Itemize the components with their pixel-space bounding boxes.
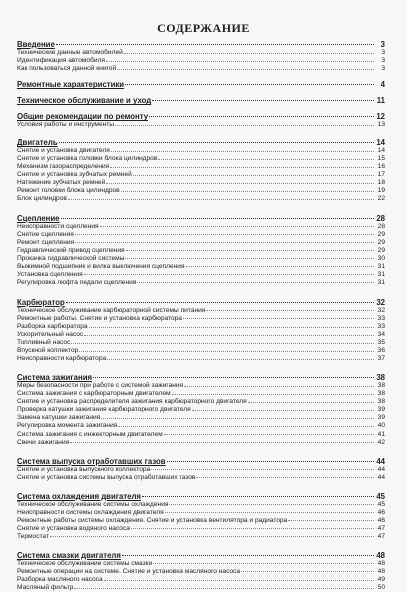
toc-entry	[17, 347, 385, 355]
toc-entry-label: Снятие и установка двигателя	[17, 147, 110, 155]
toc-entry	[17, 533, 385, 541]
toc-entry-page-number: 29	[377, 238, 385, 246]
leader-dots	[110, 167, 374, 168]
toc-entry-label: Система зажигания с инжекторным двигателем	[17, 430, 163, 438]
toc-entry-label: Масляный фильтр	[17, 584, 74, 592]
section-heading-page-number: 3	[380, 40, 385, 49]
toc-entry-page-number: 41	[377, 430, 385, 438]
section-heading-page-number: 45	[376, 491, 385, 501]
toc-entry-page-number: 47	[377, 524, 385, 532]
toc-entry-label: Техническое обслуживание карбюраторной системы питания	[17, 306, 206, 314]
toc-entry-label: Разборка карбюратора	[17, 322, 88, 330]
toc-entry-page-number: 37	[377, 355, 385, 363]
leader-dots	[61, 218, 375, 219]
toc-section	[17, 80, 385, 89]
section-heading	[17, 457, 385, 466]
leader-dots	[153, 563, 374, 564]
toc-entry-label: Снятие и установка распределителя зажигания карбюраторного двигателя	[17, 398, 247, 406]
section-heading-label: Техническое обслуживание и уход	[17, 96, 152, 106]
toc-entry	[17, 422, 385, 430]
leader-dots	[169, 504, 374, 505]
leader-dots	[131, 528, 374, 529]
section-heading-page-number: 14	[376, 138, 385, 148]
section-heading	[17, 112, 385, 121]
toc-entry-label: Ремонтные работы. Снятие и установка карбюратора	[17, 314, 182, 322]
leader-dots	[84, 335, 374, 336]
leader-dots	[70, 442, 374, 443]
toc-entry	[17, 49, 385, 57]
leader-dots	[133, 175, 374, 176]
section-heading-page-number: 11	[376, 96, 385, 106]
toc-entry-label: Разборка масляного насоса	[17, 576, 103, 584]
toc-entry-page-number: 39	[377, 406, 385, 414]
leader-dots	[100, 226, 374, 227]
section-heading-label: Введение	[17, 40, 55, 49]
leader-dots	[66, 302, 374, 303]
toc-entry	[17, 525, 385, 533]
toc-entry	[17, 431, 385, 439]
toc-entry-page-number: 46	[377, 508, 385, 516]
leader-dots	[104, 580, 374, 581]
toc-entry-page-number: 16	[377, 163, 385, 171]
section-heading-label: Двигатель	[17, 138, 58, 148]
toc-entry-label: Ремонт головки блока цилиндров	[17, 187, 120, 195]
leader-dots	[196, 477, 374, 478]
toc-entry	[17, 263, 385, 271]
toc-entry	[17, 509, 385, 517]
toc-entry-label: Технические данные автомобилей	[17, 49, 123, 56]
toc-entry-label: Ремонт сцепления	[17, 238, 75, 246]
toc-entry-page-number: 31	[377, 278, 385, 286]
section-heading	[17, 138, 385, 147]
toc-entry-page-number: 36	[377, 347, 385, 355]
toc-entry	[17, 239, 385, 247]
toc-entry	[17, 331, 385, 339]
section-heading-label: Система выпуска отработавших газов	[17, 456, 166, 466]
toc-entry	[17, 271, 385, 279]
leader-dots	[106, 61, 374, 62]
toc-entry-page-number: 28	[377, 222, 385, 230]
leader-dots	[186, 266, 374, 267]
leader-dots	[184, 386, 374, 387]
toc-entry-page-number: 35	[377, 339, 385, 347]
leader-dots	[124, 53, 374, 54]
toc-entry-label: Гидравлический привод сцепления	[17, 246, 125, 254]
section-heading	[17, 214, 385, 223]
leader-dots	[50, 536, 374, 537]
toc-entry-page-number: 3	[381, 65, 385, 73]
section-heading-page-number: 44	[376, 456, 385, 466]
leader-dots	[89, 327, 374, 328]
leader-dots	[164, 434, 374, 435]
leader-dots	[241, 571, 374, 572]
toc-entry-page-number: 31	[377, 270, 385, 278]
section-heading-label: Карбюратор	[17, 297, 65, 307]
toc-entry	[17, 339, 385, 347]
toc-entry-label: Механизм газораспределения	[17, 163, 110, 171]
leader-dots	[56, 44, 374, 45]
toc-entry-label: Снятие и установка головки блока цилиндров	[17, 155, 158, 163]
leader-dots	[75, 234, 374, 235]
leader-dots	[111, 151, 374, 152]
toc-entry-page-number: 29	[377, 246, 385, 254]
toc-entry	[17, 231, 385, 239]
leader-dots	[167, 461, 374, 462]
toc-entry-page-number: 42	[377, 438, 385, 446]
leader-dots	[149, 116, 374, 117]
toc-entry-page-number: 33	[377, 314, 385, 322]
leader-dots	[121, 191, 374, 192]
toc-entry	[17, 65, 385, 73]
leader-dots	[101, 418, 374, 419]
section-heading-page-number: 28	[376, 213, 385, 223]
leader-dots	[71, 343, 374, 344]
leader-dots	[79, 351, 374, 352]
toc-entry-page-number: 48	[377, 559, 385, 567]
toc-entry-label: Блок цилиндров	[17, 195, 67, 203]
toc-entry-page-number: 22	[377, 195, 385, 203]
leader-dots	[172, 394, 374, 395]
toc-entry	[17, 255, 385, 263]
leader-dots	[84, 274, 374, 275]
toc-entry-label: Свечи зажигания	[17, 438, 70, 446]
leader-dots	[142, 496, 374, 497]
toc-entry-label: Техническое обслуживание системы смазки	[17, 559, 153, 567]
section-heading	[17, 40, 385, 49]
toc-entry-page-number: 15	[377, 155, 385, 163]
toc-entry-label: Снятие сцепления	[17, 230, 74, 238]
leader-dots	[118, 426, 374, 427]
leader-dots	[107, 359, 374, 360]
toc-entry	[17, 187, 385, 195]
section-heading	[17, 551, 385, 560]
toc-entry-page-number: 40	[377, 422, 385, 430]
toc-entry	[17, 414, 385, 422]
leader-dots	[137, 282, 374, 283]
section-heading-page-number: 12	[376, 112, 385, 122]
toc-entry-label: Топливный насос	[17, 339, 71, 347]
section-heading-label: Ремонтные характеристики	[17, 80, 125, 90]
section-heading-label: Система охлаждения двигателя	[17, 491, 141, 501]
toc-entry-page-number: 48	[377, 567, 385, 575]
toc-entry-page-number: 3	[381, 49, 385, 56]
toc-entry	[17, 501, 385, 509]
leader-dots	[248, 402, 374, 403]
leader-dots	[126, 250, 374, 251]
toc-entry-label: Ускорительный насос	[17, 331, 84, 339]
toc-entry-label: Меры безопасности при работе с системой зажигания	[17, 382, 184, 390]
toc-entry-label: Снятие и установка зубчатых ремней	[17, 171, 132, 179]
toc-entry	[17, 560, 385, 568]
toc-entry-label: Идентификация автомобиля	[17, 57, 105, 65]
toc-section	[17, 214, 385, 287]
toc-entry	[17, 474, 385, 482]
table-of-contents	[17, 40, 385, 592]
toc-entry-page-number: 47	[377, 532, 385, 540]
toc-entry	[17, 355, 385, 363]
toc-entry-label: Установка сцепления	[17, 270, 83, 278]
leader-dots	[122, 555, 374, 556]
toc-entry-label: Система зажигания с карбюраторным двигателем	[17, 390, 171, 398]
toc-entry-page-number: 39	[377, 414, 385, 422]
toc-section	[17, 551, 385, 592]
toc-entry-label: Прокачка гидравлической системы	[17, 254, 125, 262]
section-heading-label: Система смазки двигателя	[17, 550, 121, 560]
leader-dots	[74, 588, 374, 589]
toc-entry-label: Термостат	[17, 532, 49, 540]
toc-entry	[17, 466, 385, 474]
toc-entry	[17, 57, 385, 65]
toc-section	[17, 457, 385, 482]
toc-entry	[17, 155, 385, 163]
toc-entry-page-number: 19	[377, 187, 385, 195]
section-heading-label: Сцепление	[17, 213, 60, 223]
leader-dots	[93, 377, 374, 378]
toc-entry-label: Техническое обслуживание системы охлаждения	[17, 500, 169, 508]
toc-section	[17, 373, 385, 446]
toc-entry-page-number: 46	[377, 516, 385, 524]
toc-entry-label: Снятие и установка водяного насоса	[17, 524, 130, 532]
toc-entry	[17, 247, 385, 255]
toc-entry	[17, 406, 385, 414]
toc-entry-page-number: 31	[377, 262, 385, 270]
toc-entry	[17, 279, 385, 287]
toc-entry-label: Ремонтные работы системы охлаждения. Снятие и установка вентилятора и радиатора	[17, 516, 288, 524]
section-heading	[17, 492, 385, 501]
leader-dots	[151, 469, 374, 470]
toc-entry	[17, 307, 385, 315]
leader-dots	[288, 520, 374, 521]
toc-entry-label: Неисправности сцепления	[17, 222, 99, 230]
toc-entry-label: Регулировка момента зажигания	[17, 422, 118, 430]
section-heading	[17, 373, 385, 382]
toc-entry-page-number: 18	[377, 179, 385, 187]
leader-dots	[206, 310, 374, 311]
toc-entry-label: Условия работы и инструменты	[17, 121, 115, 129]
section-heading-label: Система зажигания	[17, 373, 93, 383]
section-heading-page-number: 4	[380, 80, 385, 90]
leader-dots	[115, 125, 374, 126]
leader-dots	[183, 318, 374, 319]
toc-entry-label: Как пользоваться данной книгой	[17, 65, 117, 73]
toc-entry-page-number: 3	[381, 57, 385, 65]
toc-entry	[17, 195, 385, 203]
toc-entry-page-number: 32	[377, 306, 385, 314]
toc-entry	[17, 315, 385, 323]
toc-entry-label: Снятие и установка системы выпуска отработавших газов	[17, 473, 196, 481]
toc-entry-label: Замена катушки зажигания	[17, 414, 101, 422]
toc-entry-page-number: 38	[377, 398, 385, 406]
toc-entry	[17, 584, 385, 592]
toc-section	[17, 112, 385, 129]
toc-entry-page-number: 49	[377, 576, 385, 584]
section-heading-page-number: 48	[376, 550, 385, 560]
leader-dots	[59, 142, 374, 143]
leader-dots	[68, 199, 374, 200]
toc-entry-page-number: 29	[377, 230, 385, 238]
toc-entry	[17, 439, 385, 447]
toc-entry	[17, 568, 385, 576]
leader-dots	[125, 84, 374, 85]
toc-entry-page-number: 33	[377, 322, 385, 330]
toc-entry-page-number: 30	[377, 254, 385, 262]
toc-entry	[17, 576, 385, 584]
toc-section	[17, 96, 385, 105]
toc-entry-page-number: 38	[377, 382, 385, 390]
page-title: СОДЕРЖАНИЕ	[157, 21, 250, 35]
leader-dots	[125, 258, 374, 259]
leader-dots	[192, 410, 374, 411]
toc-section	[17, 492, 385, 541]
toc-entry-page-number: 17	[377, 171, 385, 179]
toc-entry-page-number: 13	[377, 121, 385, 129]
toc-entry-label: Выжимной подшипник и вилка выключения сцепления	[17, 262, 185, 270]
toc-entry-page-number: 44	[377, 473, 385, 481]
leader-dots	[117, 69, 374, 70]
section-heading-page-number: 32	[376, 297, 385, 307]
leader-dots	[165, 512, 374, 513]
toc-entry-label: Неисправности карбюратора	[17, 355, 107, 363]
toc-entry-label: Натяжение зубчатых ремней	[17, 179, 106, 187]
section-heading	[17, 298, 385, 307]
section-heading	[17, 96, 385, 105]
toc-section	[17, 40, 385, 73]
leader-dots	[158, 159, 374, 160]
toc-entry-page-number: 14	[377, 147, 385, 155]
toc-entry-label: Ремонтные операции на системе. Снятие и установка масляного насоса	[17, 567, 241, 575]
toc-entry-label: Снятие и установка выпускного коллектора	[17, 465, 151, 473]
section-heading-label: Общие рекомендации по ремонту	[17, 112, 149, 122]
toc-entry-page-number: 38	[377, 390, 385, 398]
leader-dots	[152, 100, 374, 101]
toc-section	[17, 138, 385, 203]
toc-section	[17, 298, 385, 363]
toc-entry-page-number: 50	[377, 584, 385, 592]
toc-entry-page-number: 45	[377, 500, 385, 508]
toc-entry-label: Регулировка люфта педали сцепления	[17, 278, 137, 286]
toc-entry	[17, 517, 385, 525]
toc-entry-page-number: 34	[377, 331, 385, 339]
toc-entry	[17, 323, 385, 331]
leader-dots	[106, 183, 374, 184]
toc-entry-label: Впускной коллектор	[17, 347, 79, 355]
leader-dots	[75, 242, 374, 243]
toc-entry-label: Неисправности системы охлаждения двигателя	[17, 508, 164, 516]
toc-entry-page-number: 44	[377, 465, 385, 473]
section-heading	[17, 80, 385, 89]
toc-entry	[17, 223, 385, 231]
section-heading-page-number: 38	[376, 373, 385, 383]
toc-entry	[17, 121, 385, 129]
toc-entry-label: Проверка катушки зажигания карбюраторного двигателя	[17, 406, 191, 414]
